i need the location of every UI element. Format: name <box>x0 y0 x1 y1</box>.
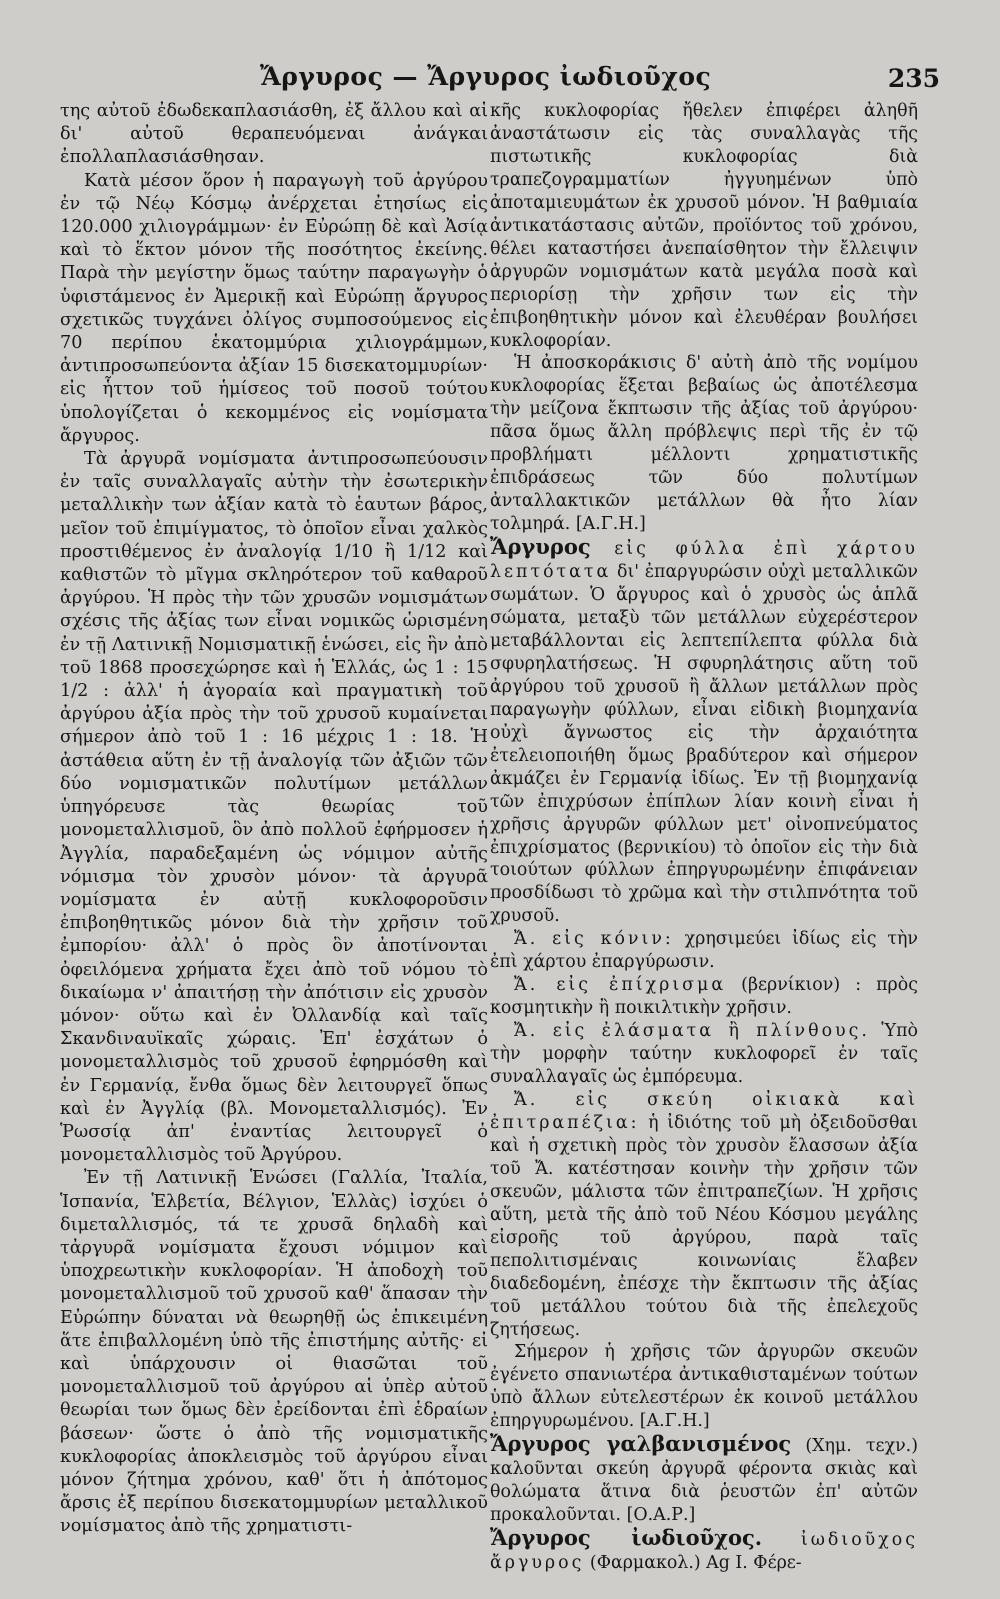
paragraph: Ἡ ἀποσκοράκισις δ' αὐτὴ ἀπὸ τῆς νομίμου κυκλοφορίας ἕξεται βεβαίως ὡς ἀποτέλεσμα τὴν μείζονα ἔκπτωσιν τῆς ἀξίας τοῦ ἀργύρου· πᾶσα ὅμως ἄλλη πρόβλεψις περὶ τῆς ἐν τῷ προβλήματι μέλλοντι χρηματιστικῆς ἐπιδράσεως τῶν δύο πολυτίμων ἀνταλλακτικῶν μετάλλων θὰ ἦτο λίαν τολμηρά. [Α.Γ.Η.] <box>490 353 918 535</box>
subentry-head: Ἄ. εἰς ἐλάσματα ἢ πλίνθους. <box>514 1021 870 1042</box>
entry-headword: Ἄργυρος γαλβανισμένος <box>490 1431 792 1457</box>
entry-argyros-iodiouchos <box>490 1527 918 1575</box>
subentry-head: Ἄ. εἰς ἐπίχρισμα <box>514 975 727 996</box>
entry-spaced-term: εἰς φύλλα ἐπὶ χάρτου λεπτότατα <box>490 539 919 583</box>
paragraph: Ἐν τῇ Λατινικῇ Ἑνώσει (Γαλλία, Ἰταλία, Ἱσπανία, Ἑλβετία, Βέλγιον, Ἑλλὰς) ἰσχύει ὁ διμεταλλισμός, τά τε χρυσᾶ δηλαδὴ καὶ τἀργυρᾶ νομίσματα ἔχουσι νόμιμον καὶ ὑποχρεωτικὴν κυκλοφορίαν. Ἡ ἀποδοχὴ τοῦ μονομεταλλισμοῦ τοῦ χρυσοῦ καθ' ἅπασαν τὴν Εὐρώπην δύναται νὰ θεωρηθῇ ὡς ἐπικειμένη ἅτε ἐπιβαλλομένη ὑπὸ τῆς ἐπιστήμης αὐτῆς· εἰ καὶ ὑπάρχουσιν οἱ θιασῶται τοῦ μονομεταλλισμοῦ τοῦ ἀργύρου αἱ ὑπὲρ αὐτοῦ θεωρίαι των ὅμως δὲν ἐρείδονται ἐπὶ ἑδραίων βάσεων· ὥστε ὁ ἀπὸ τῆς νομισματικῆς κυκλοφορίας ἀποκλεισμὸς τοῦ ἀργύρου εἶναι μόνον ζήτημα χρόνου, καθ' ὅτι ἡ ἀπότομος ἄρσις ἐξ περίπου δισεκατομμυρίων μεταλλικοῦ νομίσματος ἀπὸ τῆς χρηματιστι- <box>60 1168 488 1537</box>
subentry-text: χρησιμεύει ἰδίως εἰς τὴν ἐπὶ χάρτου ἐπαργύρωσιν. <box>490 929 919 973</box>
entry-headword: Ἄργυρος ἰωδιοῦχος. <box>490 1525 763 1551</box>
subentry-koni <box>490 928 918 974</box>
subentry-text: (βερνίκιον) : πρὸς κοσμητικὴν ἢ ποικιλτικὴν χρῆσιν. <box>490 975 918 1019</box>
subentry-head: Ἄ. εἰς σκεύη οἰκιακὰ καὶ ἐπιτραπέζια: <box>490 1089 918 1133</box>
entry-argyros-galvanismenos <box>490 1433 918 1527</box>
entry-text: (Χημ. τεχν.) καλοῦνται σκεύη ἀργυρᾶ φέροντα σκιὰς καὶ θολώματα ἅτινα διὰ ῥευστῶν ἐπ' αὐτῶν προκαλοῦνται. [Ο.Α.Ρ.] <box>490 1436 918 1526</box>
paragraph: Τὰ ἀργυρᾶ νομίσματα ἀντιπροσωπεύουσιν ἐν ταῖς συναλλαγαῖς αὐτὴν τὴν ἐσωτερικὴν μεταλλικὴν των ἀξίαν κατὰ τὸ ἑαυτων βάρος, μεῖον τοῦ ἐπιμίγματος, τὸ ὁποῖον εἶναι χαλκὸς προστιθέμενος ἐν ἀναλογίᾳ 1/10 ἢ 1/12 καὶ καθιστῶν τὸ μῖγμα σκληρότερον τοῦ καθαροῦ ἀργύρου. Ἡ πρὸς τὴν τῶν χρυσῶν νομισμάτων σχέσις τῆς ἀξίας των εἶναι νομικῶς ὡρισμένη ἐν τῇ Λατινικῇ Νομισματικῇ ἑνώσει, εἰς ἣν ἀπὸ τοῦ 1868 προσεχώρησε καὶ ἡ Ἑλλάς, ὡς 1 : 15 1/2 : ἀλλ' ἡ ἀγοραία καὶ πραγματικὴ τοῦ ἀργύρου ἀξία πρὸς τὴν τοῦ χρυσοῦ κυμαίνεται σήμερον ἀπὸ τοῦ 1 : 16 μέχρις 1 : 18. Ἡ ἀστάθεια αὕτη ἐν τῇ ἀναλογίᾳ τῶν ἀξιῶν τῶν δύο νομισματικῶν πολυτίμων μετάλλων ὑπηγόρευσε τὰς θεωρίας τοῦ μονομεταλλισμοῦ, ὃν ἀπὸ πολλοῦ ἐφήρμοσεν ἡ Ἀγγλία, παραδεξαμένη ὡς νόμιμον αὐτῆς νόμισμα τὸν χρυσὸν μόνον· τὰ ἀργυρᾶ νομίσματα ἐν αὐτῇ κυκλοφοροῦσιν ἐπιβοηθητικῶς μόνον διὰ τὴν χρῆσιν τοῦ ἐμπορίου· ἀλλ' ὁ πρὸς ὃν ἀποτίνονται ὀφειλόμενα χρήματα ἔχει ἀπὸ τοῦ νόμου τὸ δικαίωμα ν' ἀπαιτήσῃ τὴν ἀπότισιν εἰς χρυσὸν μόνον· οὕτω καὶ ἐν Ὀλλανδίᾳ καὶ ταῖς Σκανδιναυϊκαῖς χώραις. Ἐπ' ἐσχάτων ὁ μονομεταλλισμὸς τοῦ χρυσοῦ ἐφηρμόσθη καὶ ἐν Γερμανίᾳ, ἔνθα ὅμως δὲν λειτουργεῖ ὅπως καὶ ἐν Ἀγγλίᾳ (βλ. Μονομεταλλισμός). Ἐν Ῥωσσίᾳ ἀπ' ἐναντίας λειτουργεῖ ὁ μονομεταλλισμὸς τοῦ Ἀργύρου. <box>60 449 488 1166</box>
paragraph: κῆς κυκλοφορίας ἤθελεν ἐπιφέρει ἀληθῆ ἀναστάτωσιν εἰς τὰς συναλλαγὰς τῆς πιστωτικῆς κυκλοφορίας διὰ τραπεζογραμματίων ἠγγυημένων ὑπὸ ἀποταμιευμάτων ἐκ χρυσοῦ μόνον. Ἡ βαθμιαία ἀντικατάστασις αὐτῶν, προϊόντος τοῦ χρόνου, θέλει καταστήσει ἀνεπαίσθητον τὴν ἔλλειψιν ἀργυρῶν νομισμάτων κατὰ μεγάλα ποσὰ καὶ περιορίσῃ τὴν χρῆσιν των εἰς τὴν ἐπιβοηθητικὴν μόνον καὶ ἐλευθέραν βουλήσει κυκλοφορίαν. <box>490 101 918 351</box>
running-head: Ἄργυρος — Ἄργυρος ἰωδιοῦχος <box>260 62 712 91</box>
left-column <box>60 100 488 1539</box>
subentry-head: Ἄ. εἰς κόνιν: <box>514 929 674 950</box>
right-column <box>490 100 918 1575</box>
page-number: 235 <box>887 64 940 93</box>
entry-text: (Φαρμακολ.) Ag I. Φέρε- <box>589 1553 802 1574</box>
entry-argyros-fylla <box>490 536 918 928</box>
paragraph: Σήμερον ἡ χρῆσις τῶν ἀργυρῶν σκευῶν ἐγένετο σπανιωτέρα ἀντικαθισταμένων τούτων ὑπὸ ἄλλων εὐτελεστέρων ἐκ κοινοῦ μετάλλου ἐπηργυρωμένου. [Α.Γ.Η.] <box>490 1342 918 1432</box>
subentry-elasmata <box>490 1020 918 1089</box>
paragraph: Κατὰ μέσον ὅρον ἡ παραγωγὴ τοῦ ἀργύρου ἐν τῷ Νέῳ Κόσμῳ ἀνέρχεται ἐτησίως εἰς 120.000 χιλιογράμμων· ἐν Εὐρώπῃ δὲ καὶ Ἀσίᾳ καὶ τὸ ἕκτον μόνον τῆς ποσότητος ἐκείνης. Παρὰ τὴν μεγίστην ὅμως ταύτην παραγωγὴν ὁ ὑφιστάμενος ἐν Ἀμερικῇ καὶ Εὐρώπῃ ἄργυρος σχετικῶς τυγχάνει ὀλίγος συμποσούμενος εἰς 70 περίπου ἑκατομμύρια χιλιογράμμων, ἀντιπροσωπεύοντα ἀξίαν 15 δισεκατομμυρίων· εἰς ἧττον τοῦ ἡμίσεος τοῦ ποσοῦ τούτου ὑπολογίζεται ὁ κεκομμένος εἰς νομίσματα ἄργυρος. <box>60 170 488 446</box>
subentry-skevi <box>490 1089 918 1341</box>
entry-headword: Ἄργυρος <box>490 534 591 560</box>
entry-text: δι' ἐπαργυρώσιν οὐχὶ μεταλλικῶν σωμάτων. Ὁ ἄργυρος καὶ ὁ χρυσὸς ὡς ἁπλᾶ σώματα, μεταξὺ τῶν μετάλλων εὐχερέστερον μεταβάλλονται εἰς λεπτεπίλεπτα φύλλα διὰ σφυρηλατήσεως. Ἡ σφυρηλάτησις αὕτη τοῦ ἀργύρου τοῦ χρυσοῦ ἢ ἄλλων μετάλλων πρὸς παραγωγὴν φύλλων, εἶναι εἰδικὴ βιομηχανία οὐχὶ ἄγνωστος εἰς τὴν ἀρχαιότητα ἐτελειοποιήθη ὅμως βραδύτερον καὶ σήμερον ἀκμάζει ἐν Γερμανίᾳ ἰδίως. Ἐν τῇ βιομηχανίᾳ τῶν ἐπιχρύσων ἐπίπλων λίαν κοινὴ εἶναι ἡ χρῆσις ἀργυρῶν φύλλων μετ' οἰνοπνεύματος ἐπιχρίσματος (βερνικίου) τὸ ὁποῖον εἰς τὴν διὰ τοιούτων φύλλων ἐπηργυρωμένην ἐπιφάνειαν προσδίδωσι τὸ χρῶμα καὶ τὴν στιλπνότητα τοῦ χρυσοῦ. <box>490 562 919 927</box>
entry-spaced-term: ἰωδιοῦχος ἄργυρος <box>490 1530 918 1574</box>
subentry-epichrisma <box>490 974 918 1020</box>
subentry-text: Ὑπὸ τὴν μορφὴν ταύτην κυκλοφορεῖ ἐν ταῖς συναλλαγαῖς ὡς ἐμπόρευμα. <box>490 1021 918 1088</box>
subentry-text: ἡ ἰδιότης τοῦ μὴ ὀξειδοῦσθαι καὶ ἡ σχετικὴ πρὸς τὸν χρυσὸν ἔλασσων ἀξία τοῦ Ἄ. κατέστησαν κοινὴν τὴν χρῆσιν τῶν σκευῶν, μάλιστα τῶν ἐπιτραπεζίων. Ἡ χρῆσις αὕτη, μετὰ τῆς ἀπὸ τοῦ Νέου Κόσμου μεγάλης εἰσροῆς τοῦ ἀργύρου, παρὰ ταῖς πεπολιτισμέναις κοινωνίαις ἔλαβεν διαδεδομένη, ἐπέσχε τὴν ἔκπτωσιν τῆς ἀξίας τοῦ μετάλλου τούτου διὰ τῆς ἐπελεχοῦς ζητήσεως. <box>490 1112 918 1340</box>
paragraph: της αὐτοῦ ἐδωδεκαπλασιάσθη, ἐξ ἄλλου καὶ αἱ δι' αὐτοῦ θεραπευόμεναι ἀνάγκαι ἐπολλαπλασιάσθησαν. <box>60 101 488 168</box>
